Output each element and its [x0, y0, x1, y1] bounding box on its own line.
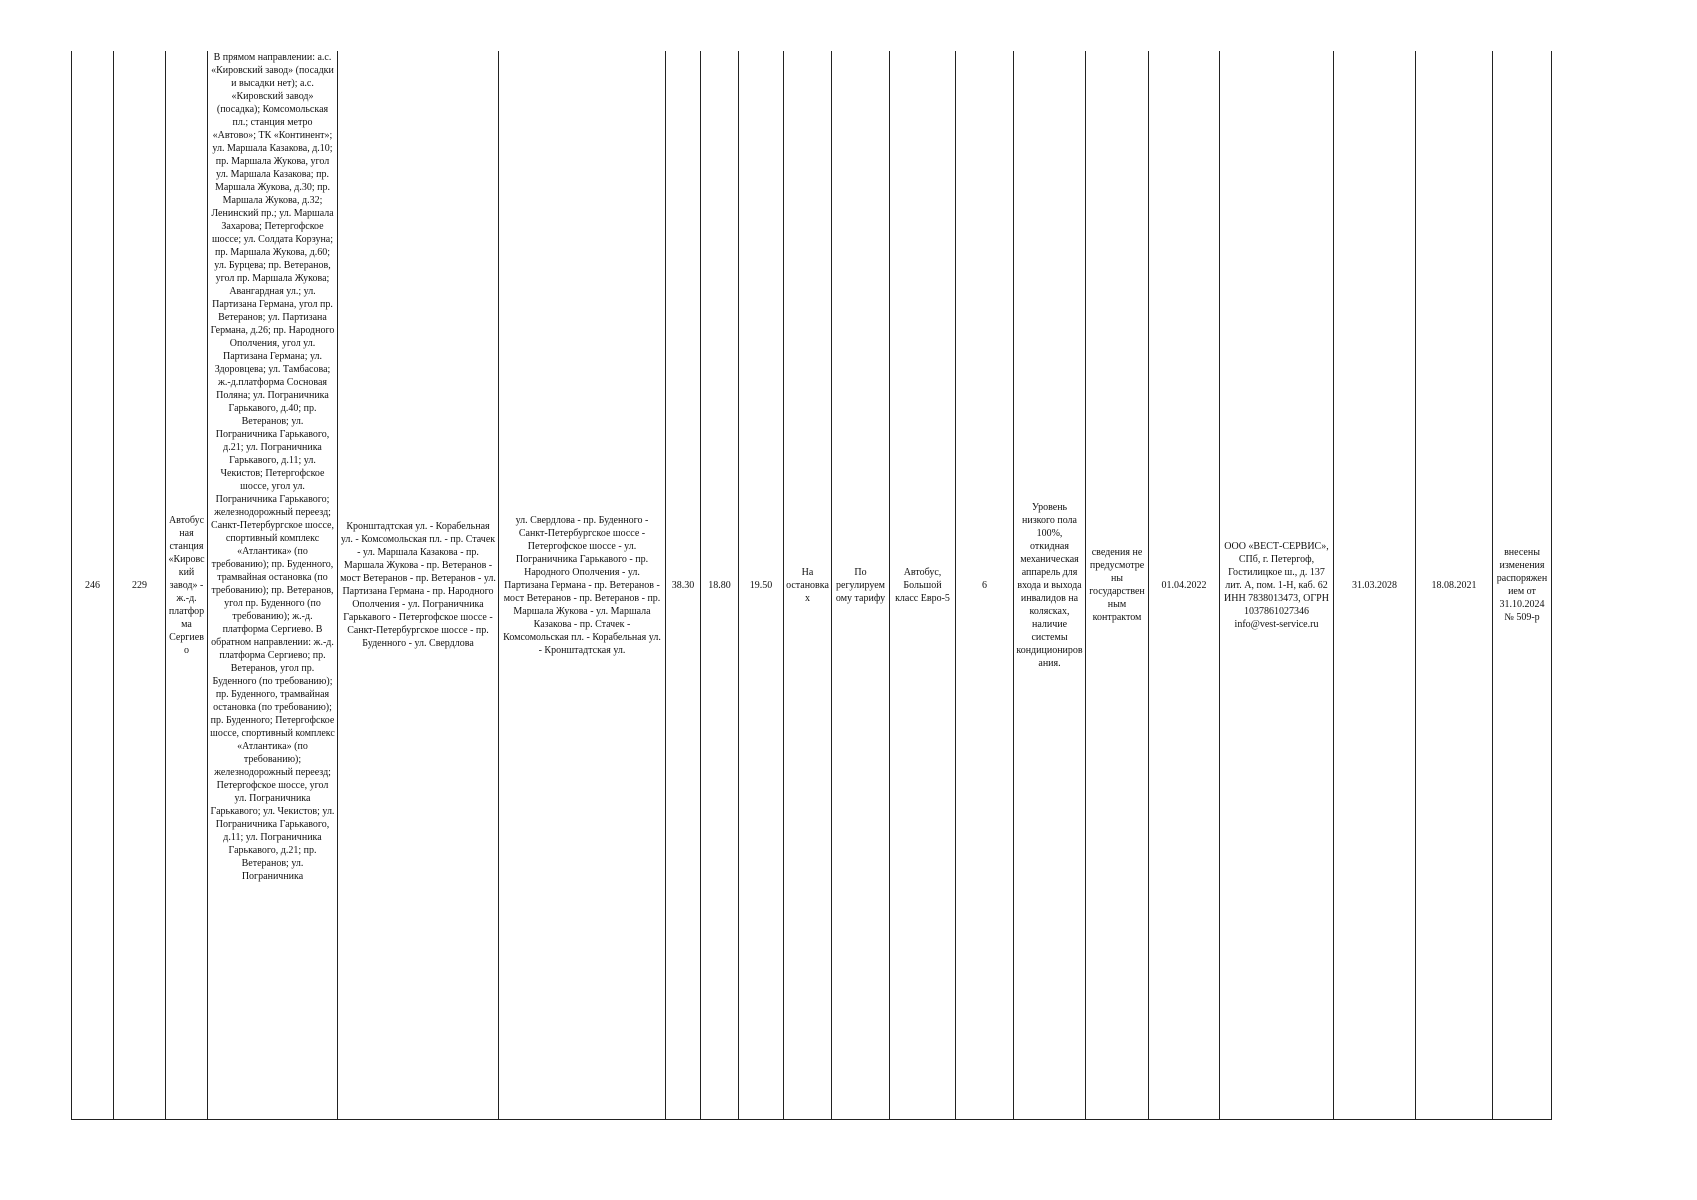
stops-cell: В прямом направлении: а.с. «Кировский завод» (посадки и высадки нет); а.с. «Кировский завод» (посадка); Комсомольская пл.; станция метро «Автово»; ТК «Континент»; ул. Маршала Казакова, д.10; пр. Маршала Жукова, угол ул. Маршала Казакова; пр. Маршала Жукова, д.30; пр. Маршала Жукова, д.32; Ленинский пр.; ул. Маршала Захарова; Петергофское шоссе; ул. Солдата Корзуна; пр. Маршала Жукова, д.60; ул. Бурцева; пр. Ветеранов, угол пр. Маршала Жукова; Авангардная ул.; ул. Партизана Германа, угол пр. Ветеранов; ул. Партизана Германа, д.26; пр. Народного Ополчения, угол ул. Партизана Германа; ул. Здоровцева; ул. Тамбасова; ж.-д.платформа Сосновая Поляна; ул. Пограничника Гарькавого, д.40; пр. Ветеранов; ул. Пограничника Гарькавого, д.21; ул. Пограничника Гарькавого, д.11; ул. Чекистов; Петергофское шоссе, угол ул. Пограничника Гарькавого; железнодорожный переезд; Санкт-Петербургское шоссе, спортивный комплекс «Атлантика» (по требованию); пр. Буденного, трамвайная остановка (по требованию); пр. Ветеранов, угол пр. Буденного (по требованию); ж.-д. платформа Сергиево. В обратном направлении: ж.-д. платформа Сергиево; пр. Ветеранов, угол пр. Буденного (по требованию); пр. Буденного, трамвайная остановка (по требованию); пр. Буденного; Петергофское шоссе, спортивный комплекс «Атлантика» (по требованию); железнодорожный переезд; Петергофское шоссе, угол ул. Пограничника Гарькавого; ул. Чекистов; ул. Пограничника Гарькавого, д.11; ул. Пограничника Гарькавого, д.21; пр. Ветеранов; ул. Пограничника — [208, 51, 338, 1120]
table-row — [72, 51, 1552, 1120]
reg-number-cell: 246 — [72, 51, 114, 1120]
length-other-cell: 19.50 — [739, 51, 784, 1120]
quantity-cell: 6 — [956, 51, 1014, 1120]
carrier-cell: ООО «ВЕСТ-СЕРВИС», СПб, г. Петергоф, Гостилицкое ш., д. 137 лит. А, пом. 1-Н, каб. 62 ИНН 7838013473, ОГРН 1037861027346 info@vest-service.ru — [1220, 51, 1334, 1120]
end-date-cell: 31.03.2028 — [1334, 51, 1416, 1120]
route-register-table — [71, 51, 1552, 1120]
fare-cell: По регулируемому тарифу — [832, 51, 890, 1120]
changed-date-cell: 18.08.2021 — [1416, 51, 1493, 1120]
vehicle-cell: Автобус, Большой класс Евро-5 — [890, 51, 956, 1120]
contract-info-cell: сведения не предусмотрены государственным контрактом — [1086, 51, 1149, 1120]
streets-backward-cell: ул. Свердлова - пр. Буденного - Санкт-Петербургское шоссе - Петергофское шоссе - ул. Пограничника Гарькавого - пр. Народного Ополчения - ул. Партизана Германа - пр. Ветеранов - мост Ветеранов - пр. Ветеранов - пр. Маршала Жукова - ул. Маршала Казакова - пр. Стачек - Комсомольская пл. - Корабельная ул. - Кронштадтская ул. — [499, 51, 666, 1120]
characteristics-cell: Уровень низкого пола 100%, откидная механическая аппарель для входа и выхода инвалидов на колясках, наличие системы кондиционирования. — [1014, 51, 1086, 1120]
start-date-cell: 01.04.2022 — [1149, 51, 1220, 1120]
boarding-order-cell: На остановках — [784, 51, 832, 1120]
note-cell: внесены изменения распоряжением от 31.10.2024 № 509-р — [1493, 51, 1552, 1120]
streets-forward-cell: Кронштадтская ул. - Корабельная ул. - Комсомольская пл. - пр. Стачек - ул. Маршала Казакова - пр. Маршала Жукова - пр. Ветеранов - мост Ветеранов - пр. Ветеранов - ул. Партизана Германа - пр. Народного Ополчения - ул. Пограничника Гарькавого - Петергофское шоссе - Санкт-Петербургское шоссе - пр. Буденного - ул. Свердлова — [338, 51, 499, 1120]
length-backward-cell: 18.80 — [701, 51, 739, 1120]
route-name-cell: Автобусная станция «Кировский завод» - ж.-д. платформа Сергиево — [166, 51, 208, 1120]
length-forward-cell: 38.30 — [666, 51, 701, 1120]
route-number-cell: 229 — [114, 51, 166, 1120]
